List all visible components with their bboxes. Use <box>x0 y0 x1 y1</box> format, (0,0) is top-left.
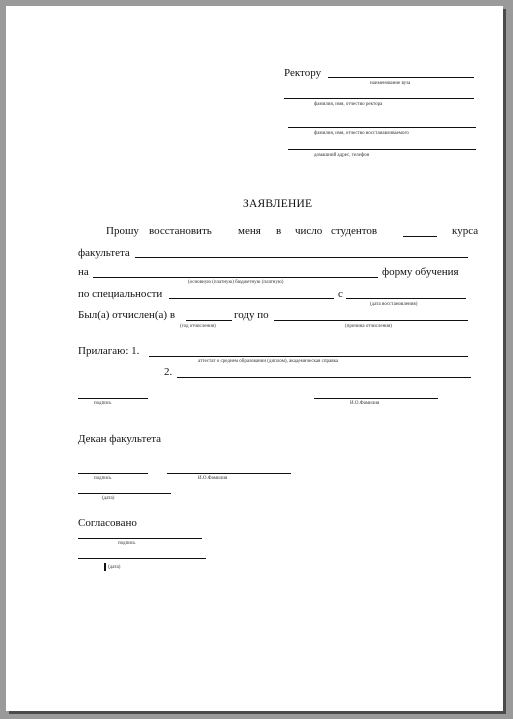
university-line[interactable] <box>328 77 474 78</box>
request-word: в <box>276 225 282 237</box>
university-hint: наименование вуза <box>370 81 411 86</box>
funding-hint: (основную (платную) бюджетную (платную) <box>188 280 284 285</box>
attachments-label: Прилагаю: 1. <box>78 345 140 357</box>
faculty-line[interactable] <box>135 257 468 258</box>
rector-name-line[interactable] <box>284 98 474 99</box>
request-word: студентов <box>331 225 378 237</box>
restore-date-line[interactable] <box>346 298 466 299</box>
restore-date-hint: (дата восстановления) <box>370 302 418 307</box>
applicant-signature-hint: подпись <box>94 401 112 406</box>
attachment-1-hint: аттестат о среднем образовании (диплом), академическая справка <box>198 359 339 364</box>
attachment-1-line[interactable] <box>149 356 468 357</box>
year-by-label: году по <box>234 309 269 321</box>
rector-label: Ректору <box>284 67 322 79</box>
request-word: число <box>295 225 323 237</box>
dean-initials-hint: И.О.Фамилия <box>198 476 228 481</box>
address-line[interactable] <box>288 149 476 150</box>
faculty-label: факультета <box>78 247 130 259</box>
approval-signature-hint: подпись <box>118 541 136 546</box>
dean-date-line[interactable] <box>78 493 171 494</box>
expelled-label: Был(а) отчислен(а) в <box>78 309 176 321</box>
expel-reason-hint: (причина отчисления) <box>345 324 392 329</box>
applicant-initials-line[interactable] <box>314 398 438 399</box>
text-cursor <box>104 563 106 571</box>
request-word: меня <box>238 225 261 237</box>
attachment-2-line[interactable] <box>177 377 471 378</box>
specialty-label: по специальности <box>78 288 163 300</box>
specialty-line[interactable] <box>169 298 334 299</box>
funding-line[interactable] <box>93 277 378 278</box>
approval-signature-line[interactable] <box>78 538 202 539</box>
applicant-initials-hint: И.О.Фамилия <box>350 401 380 406</box>
approval-label: Согласовано <box>78 517 137 529</box>
dean-label: Декан факультета <box>78 433 162 445</box>
request-word: Прошу <box>106 225 139 237</box>
expel-year-hint: (год отчисления) <box>180 324 216 329</box>
document-title: ЗАЯВЛЕНИЕ <box>243 198 313 210</box>
approval-date-line[interactable] <box>78 558 206 559</box>
rector-name-hint: фамилия, имя, отчество ректора <box>314 102 383 107</box>
dean-initials-line[interactable] <box>167 473 291 474</box>
applicant-name-line[interactable] <box>288 127 476 128</box>
approval-date-hint: (дата) <box>108 565 121 570</box>
study-form-label: форму обучения <box>382 266 459 278</box>
dean-date-hint: (дата) <box>102 496 115 501</box>
expel-reason-line[interactable] <box>274 320 468 321</box>
document-page <box>6 6 503 711</box>
applicant-signature-line[interactable] <box>78 398 148 399</box>
expel-year-line[interactable] <box>186 320 232 321</box>
on-label: на <box>78 266 89 278</box>
dean-signature-hint: подпись <box>94 476 112 481</box>
request-word: восстановить <box>149 225 212 237</box>
attachment-2-number: 2. <box>164 366 173 378</box>
applicant-name-hint: фамилия, имя, отчество восстанавливаемого <box>314 131 409 136</box>
dean-signature-line[interactable] <box>78 473 148 474</box>
course-word: курса <box>452 225 479 237</box>
address-hint: домашний адрес, телефон <box>314 153 370 158</box>
from-label: с <box>338 288 343 300</box>
course-line[interactable] <box>403 236 437 237</box>
